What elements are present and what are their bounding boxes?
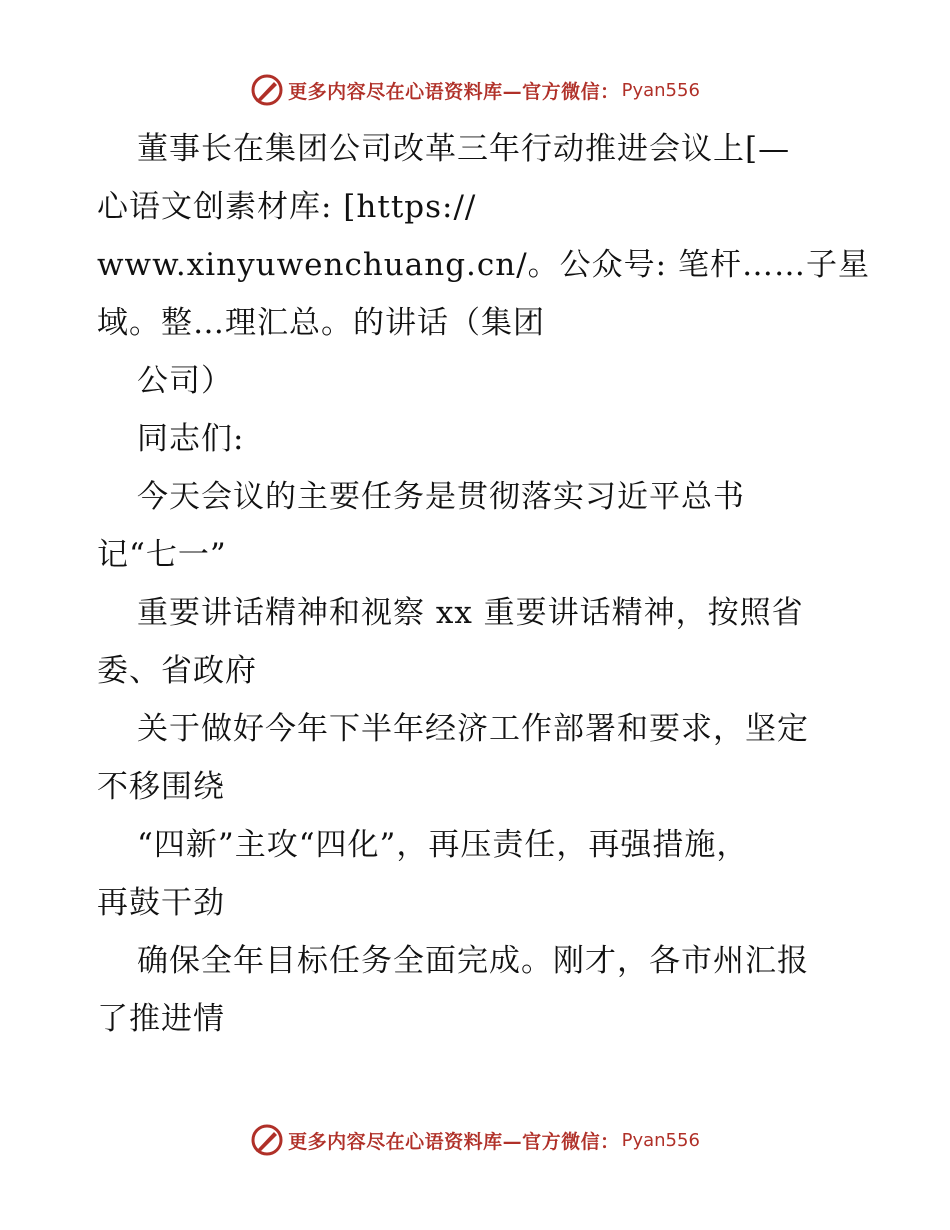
banner-wechat-id: Pyan556 xyxy=(621,79,700,101)
text-line: 记“七一” xyxy=(97,537,227,573)
text-line: 公司） xyxy=(137,363,233,399)
text-line: 委、省政府 xyxy=(97,653,257,689)
text-line: 今天会议的主要任务是贯彻落实习近平总书 xyxy=(137,479,745,515)
text-line: 了推进情 xyxy=(97,1001,225,1037)
text-line: 不移围绕 xyxy=(97,769,225,805)
text-line: 域。整…理汇总。的讲话（集团 xyxy=(97,305,545,341)
text-line: 董事长在集团公司改革三年行动推进会议上[— xyxy=(137,131,791,167)
footer-watermark-banner xyxy=(0,1118,950,1162)
text-line: 心语文创素材库: [https:// xyxy=(97,189,477,225)
text-line: 确保全年目标任务全面完成。刚才，各市州汇报 xyxy=(137,943,809,979)
text-line: 再鼓干劲 xyxy=(97,885,225,921)
quill-pen-circle-icon xyxy=(250,73,284,107)
header-watermark-banner xyxy=(0,68,950,112)
text-line: 关于做好今年下半年经济工作部署和要求，坚定 xyxy=(137,711,809,747)
text-line: 重要讲话精神和视察 xx 重要讲话精神，按照省 xyxy=(137,595,804,631)
text-line: 同志们: xyxy=(137,421,245,457)
document-body xyxy=(97,120,870,1048)
text-line: www.xinyuwenchuang.cn/。公众号: 笔杆……子星 xyxy=(97,247,870,283)
quill-pen-circle-icon xyxy=(250,1123,284,1157)
text-line: “四新”主攻“四化”，再压责任，再强措施， xyxy=(137,827,749,863)
banner-slogan: 更多内容尽在心语资料库—官方微信： xyxy=(288,1130,620,1153)
banner-slogan: 更多内容尽在心语资料库—官方微信： xyxy=(288,80,620,103)
banner-wechat-id: Pyan556 xyxy=(621,1129,700,1151)
